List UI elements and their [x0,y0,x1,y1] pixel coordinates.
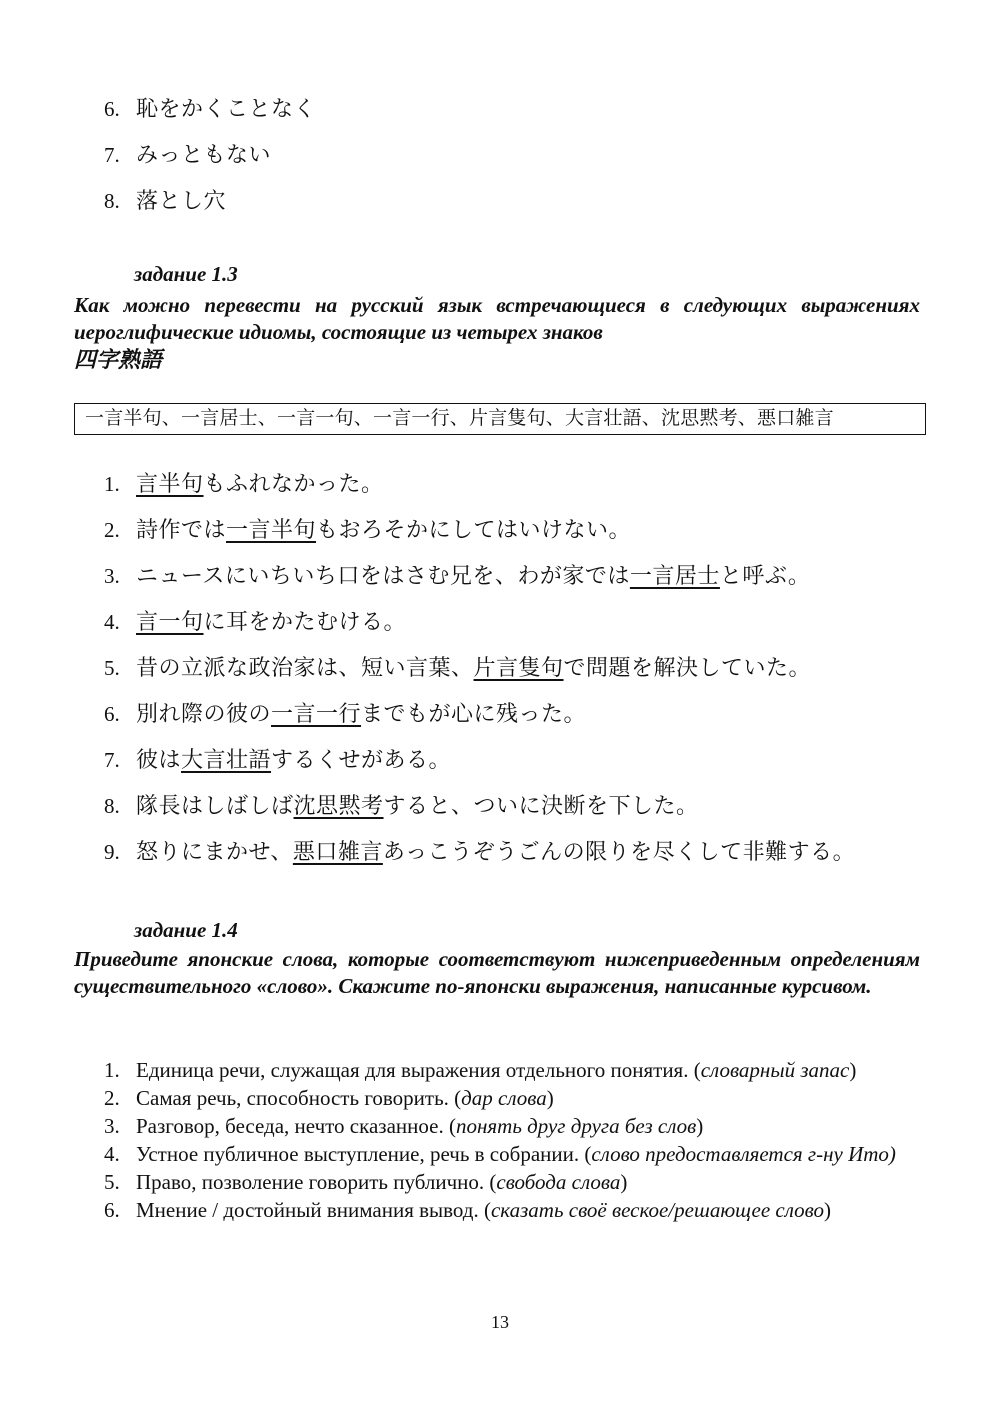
list-item: 8. 隊長はしばしば沈思黙考すると、ついに決断を下した。 [104,793,699,818]
list-item: 5. 昔の立派な政治家は、短い言葉、片言隻句で問題を解決していた。 [104,655,812,680]
list-item: 6. 別れ際の彼の一言一行までもが心に残った。 [104,701,587,726]
task-1-4-title: задание 1.4 [134,918,238,942]
list-item: 4. 言一句に耳をかたむける。 [104,609,407,634]
list-item: 9. 怒りにまかせ、悪口雑言あっこうぞうごんの限りを尽くして非難する。 [104,839,856,864]
page-number: 13 [491,1312,509,1332]
list-item: 4. Устное публичное выступление, речь в собрании. (слово предоставляется г-ну Ито) [104,1142,896,1166]
top-list [104,86,316,224]
list-item: 3. ニュースにいちいち口をはさむ兄を、わが家では一言居士と呼ぶ。 [104,563,811,588]
list-item: 6. 恥をかくことなく [104,96,317,121]
list-item: 7. 彼は大言壮語するくせがある。 [104,747,452,772]
list-item: 8. 落とし穴 [104,188,227,213]
idiom-box: 一言半句、一言居士、一言一句、一言一行、片言隻句、大言壮語、沈思黙考、悪口雑言 [74,403,926,435]
list-item: 1. 言半句もふれなかった。 [104,471,384,496]
list-item: 5. Право, позволение говорить публично. (свобода слова) [104,1170,628,1194]
list-item: 7. みっともない [104,142,272,167]
list-item: 6. Мнение / достойный внимания вывод. (сказать своё веское/решающее слово) [104,1198,831,1222]
list-item: 3. Разговор, беседа, нечто сказанное. (понять друг друга без слов) [104,1114,704,1138]
list-item: 2. Самая речь, способность говорить. (дар слова) [104,1086,554,1110]
task-1-3-title: задание 1.3 [134,262,238,286]
task-1-3-instruction: Как можно перевести на русский язык встречающиеся в следующих выражениях иероглифические идиомы, состоящие из четырех знаков 四字熟語 [74,293,920,372]
task-1-4-list [104,1056,920,1224]
list-item: 1. Единица речи, служащая для выражения отдельного понятия. (словарный запас) [104,1058,857,1082]
task-1-4-instruction: Приведите японские слова, которые соответствуют нижеприведенным определениям существительного «слово». Скажите по-японски выражения, написанные курсивом. [74,947,920,998]
task-1-3-list [104,461,855,875]
list-item: 2. 詩作では一言半句もおろそかにしてはいけない。 [104,517,632,542]
